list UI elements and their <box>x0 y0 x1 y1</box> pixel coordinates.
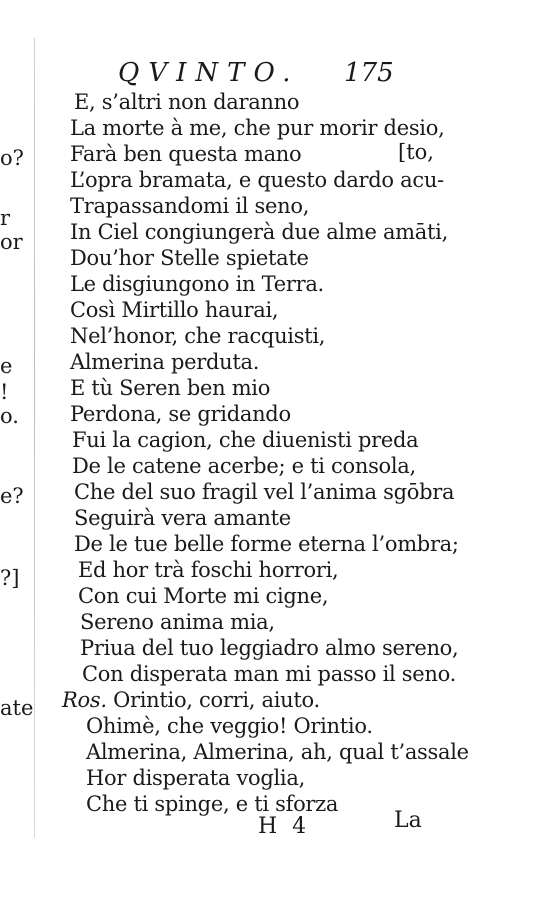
verse-line: Con disperata man mi passo il seno. <box>82 662 456 686</box>
verse-line: L’opra bramata, e questo dardo acu- <box>70 168 444 192</box>
verse-line: Hor disperata voglia, <box>86 766 305 790</box>
page-number: 175 <box>344 58 394 88</box>
verse-line: Nel’honor, che racquisti, <box>70 324 326 348</box>
catchword: La <box>394 808 422 833</box>
speaker-line <box>62 688 320 712</box>
verse-text: Orintio, corri, aiuto. <box>113 688 320 712</box>
facing-page-fragment: ate <box>0 696 34 720</box>
verse-line: Almerina perduta. <box>70 350 260 374</box>
verse-line: Seguirà vera amante <box>74 506 291 530</box>
verse-line: La morte à me, che pur morir desio, <box>70 116 445 140</box>
verse-line: Almerina, Almerina, ah, qual t’assale <box>86 740 469 764</box>
facing-page-fragment: ! <box>0 380 9 404</box>
facing-page-fragment: o. <box>0 404 19 428</box>
verse-line: Perdona, se gridando <box>70 402 291 426</box>
verse-line: Trapassandomi il seno, <box>70 194 310 218</box>
page-gutter <box>34 38 35 838</box>
verse-line: E tù Seren ben mio <box>70 376 271 400</box>
verse-line: Sereno anima mia, <box>80 610 275 634</box>
facing-page-fragment: o? <box>0 146 24 170</box>
speaker-name: Ros. <box>62 688 107 712</box>
facing-page-fragment: ?] <box>0 566 20 590</box>
verse-line: In Ciel congiungerà due alme amāti, <box>70 220 448 244</box>
verse-line: Fui la cagion, che diuenisti preda <box>72 428 419 452</box>
running-head: QVINTO. <box>118 58 300 88</box>
facing-page-fragment: e? <box>0 484 24 508</box>
verse-line: Ohimè, che veggio! Orintio. <box>86 714 373 738</box>
facing-page-fragment: e <box>0 354 13 378</box>
verse-line: Priua del tuo leggiadro almo sereno, <box>80 636 459 660</box>
verse-line: E, s’altri non daranno <box>74 90 300 114</box>
facing-page-fragment: r <box>0 206 11 230</box>
verse-line: Dou’hor Stelle spietate <box>70 246 309 270</box>
verse-line: Che ti spinge, e ti sforza <box>86 792 339 816</box>
verse-line: Così Mirtillo haurai, <box>70 298 279 322</box>
verse-line: De le catene acerbe; e ti consola, <box>72 454 416 478</box>
facing-page-fragment: or <box>0 230 23 254</box>
verse-line: Le disgiungono in Terra. <box>70 272 324 296</box>
verse-line: Che del suo fragil vel l’anima sgōbra <box>74 480 455 504</box>
verse-line: Con cui Morte mi cigne, <box>78 584 329 608</box>
turnover-fragment: [to, <box>398 140 434 164</box>
verse-line: Ed hor trà foschi horrori, <box>78 558 339 582</box>
verse-line: De le tue belle forme eterna l’ombra; <box>74 532 459 556</box>
verse-line: Farà ben questa mano <box>70 142 302 166</box>
signature-mark: H 4 <box>258 814 311 839</box>
